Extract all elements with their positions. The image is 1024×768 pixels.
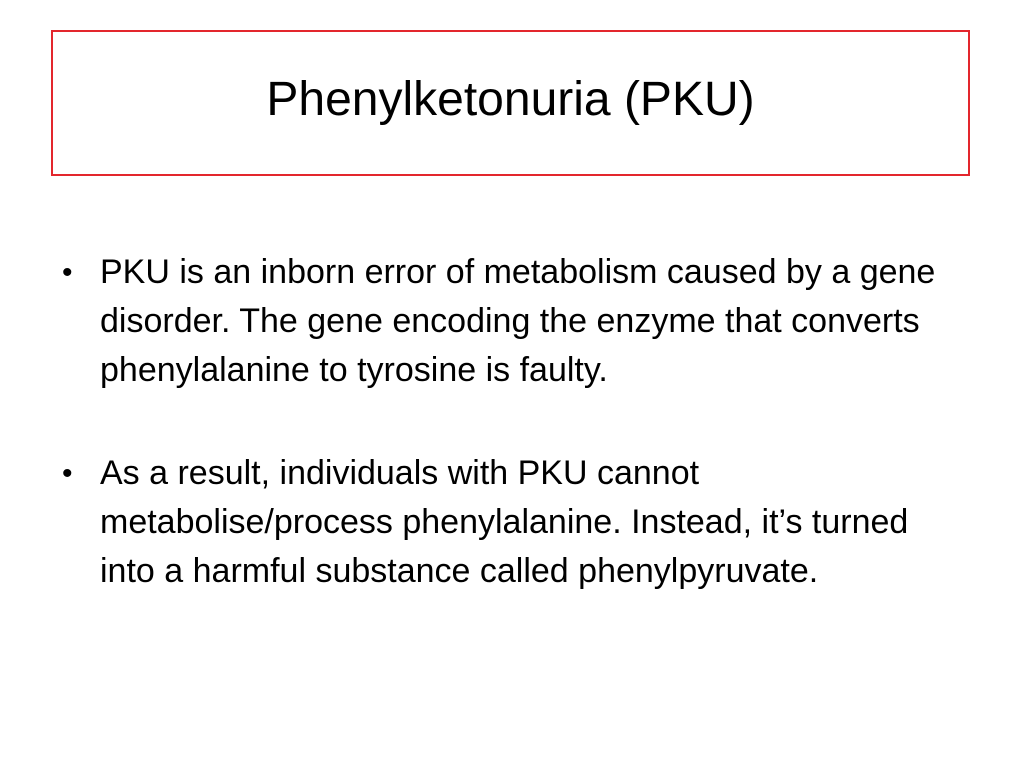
bullet-icon: • [62, 457, 73, 490]
slide-title: Phenylketonuria (PKU) [266, 73, 755, 126]
bullet-list [58, 248, 958, 596]
bullet-text-2: As a result, individuals with PKU cannot metabolise/process phenylalanine. Instead, it’s turned into a harmful substance called phenylpyruvate. [100, 454, 909, 590]
title-box [51, 30, 970, 176]
bullet-icon: • [62, 256, 73, 289]
bullet-item-2 [58, 449, 958, 596]
bullet-item-1 [58, 248, 958, 395]
bullet-text-1: PKU is an inborn error of metabolism caused by a gene disorder. The gene encoding the enzyme that converts phenylalanine to tyrosine is faulty. [100, 253, 936, 389]
